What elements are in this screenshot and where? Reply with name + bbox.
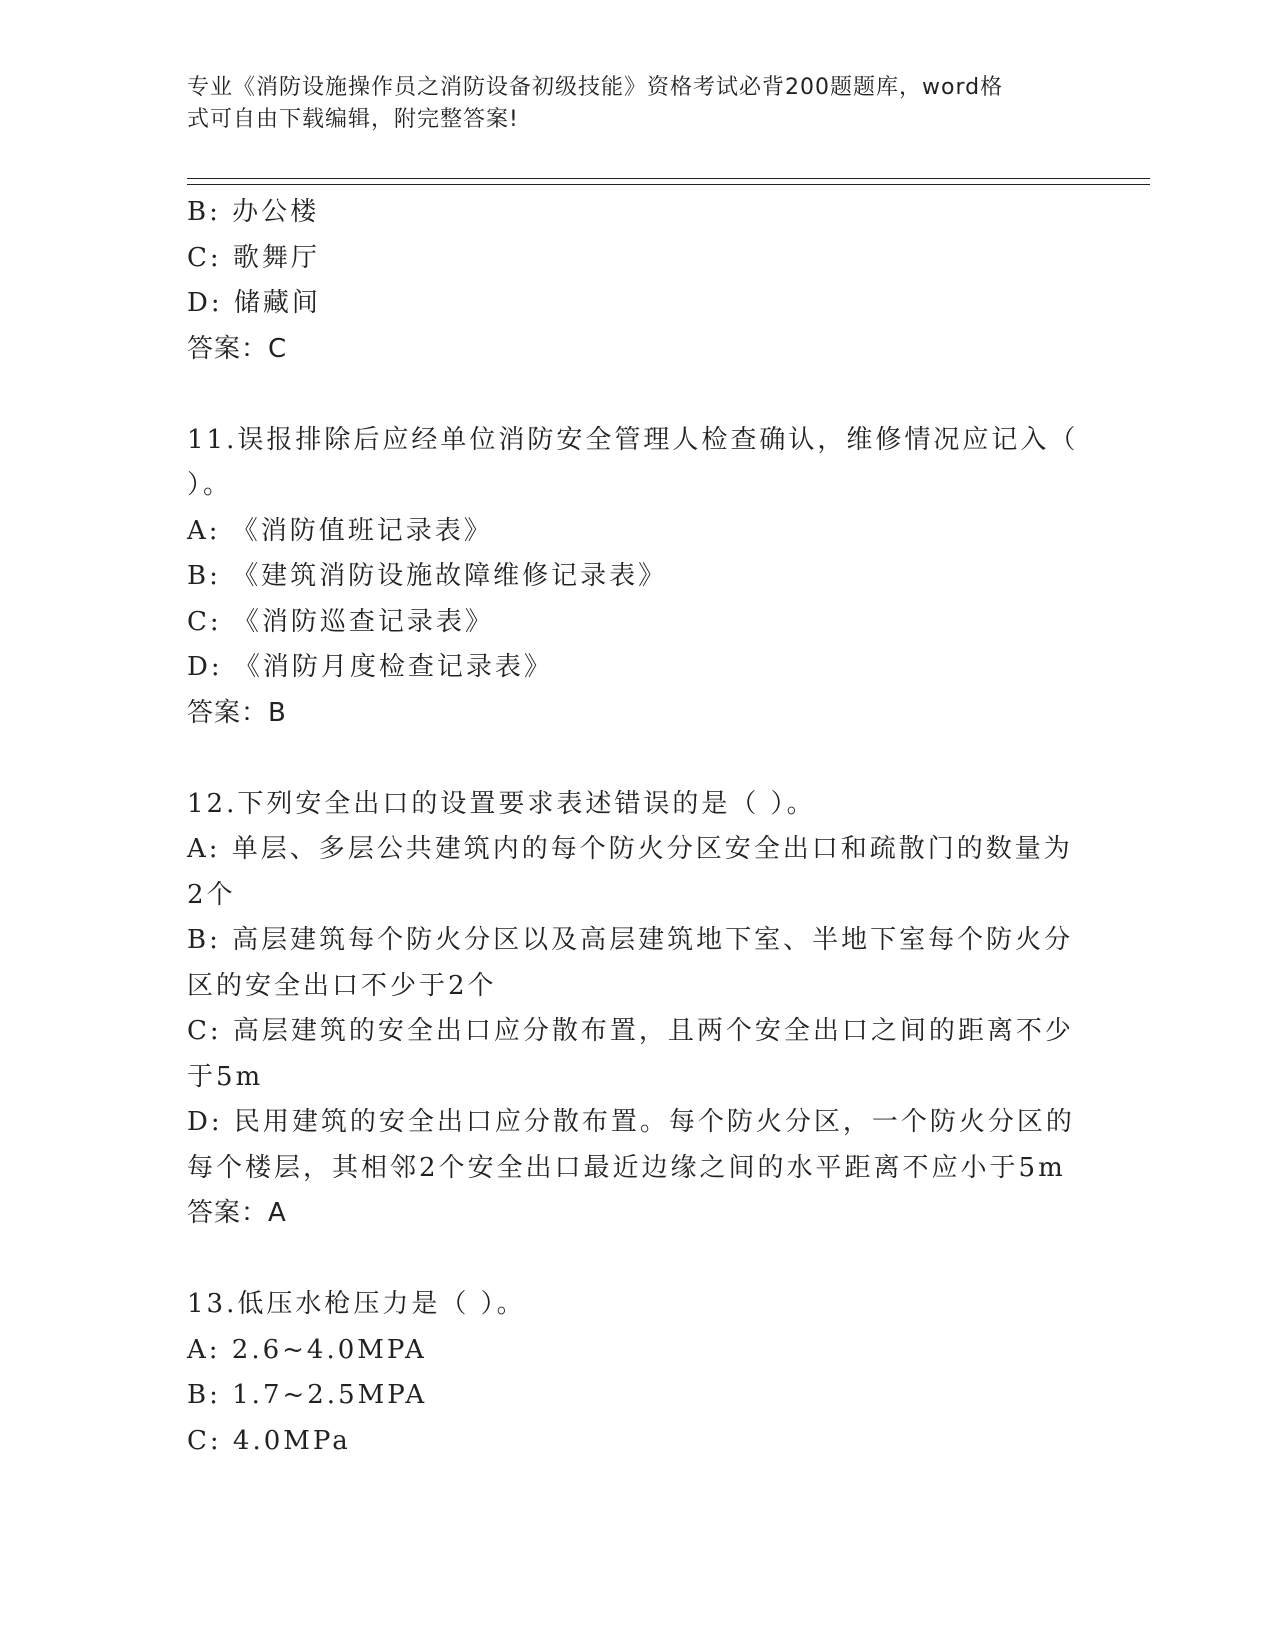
spacer [187,736,1087,782]
option-d: D: 储藏间 [187,288,321,318]
header-divider-bottom [187,184,1150,185]
option-d: D: 《消防月度检查记录表》 [187,652,553,682]
question-13 [187,1282,1087,1464]
header-line-1: 专业《消防设施操作员之消防设备初级技能》资格考试必背200题题库，word格 [187,75,1004,100]
answer: 答案：C [187,333,288,364]
document-header [187,72,1067,136]
option-c: C: 高层建筑的安全出口应分散布置，且两个安全出口之间的距离不少 [187,1016,1074,1046]
answer: 答案：A [187,1198,287,1228]
question-stem: 11.误报排除后应经单位消防安全管理人检查确认，维修情况应记入（ [187,424,1079,455]
option-b: B: 办公楼 [187,197,320,227]
header-divider-top [187,178,1150,179]
option-c-continued: 于5m [187,1061,264,1092]
option-a: A: 《消防值班记录表》 [187,515,493,546]
option-a: A: 单层、多层公共建筑内的每个防火分区安全出口和疏散门的数量为 [187,834,1073,864]
option-b: B: 1.7~2.5MPA [187,1380,428,1410]
option-d-continued: 每个楼层，其相邻2个安全出口最近边缘之间的水平距离不应小于5m [187,1152,1066,1183]
header-line-2: 式可自由下载编辑，附完整答案! [187,107,519,132]
option-c: C: 4.0MPa [187,1425,351,1456]
option-b: B: 《建筑消防设施故障维修记录表》 [187,561,668,591]
option-c: C: 歌舞厅 [187,242,320,273]
option-a: A: 2.6~4.0MPA [187,1334,427,1365]
spacer [187,372,1087,418]
option-c: C: 《消防巡查记录表》 [187,606,494,637]
question-stem: 12.下列安全出口的设置要求表述错误的是（ ）。 [187,788,816,819]
spacer [187,1237,1087,1283]
question-11 [187,418,1087,737]
option-b-continued: 区的安全出口不少于2个 [187,970,497,1001]
option-b: B: 高层建筑每个防火分区以及高层建筑地下室、半地下室每个防火分 [187,925,1074,955]
question-stem: 13.低压水枪压力是（ ）。 [187,1289,526,1319]
question-10 [187,190,1087,372]
option-a-continued: 2个 [187,879,236,910]
question-list [187,190,1087,1464]
question-12 [187,782,1087,1237]
answer: 答案：B [187,697,287,728]
option-d: D: 民用建筑的安全出口应分散布置。每个防火分区，一个防火分区的 [187,1107,1075,1137]
question-stem-continued: ）。 [187,470,233,500]
